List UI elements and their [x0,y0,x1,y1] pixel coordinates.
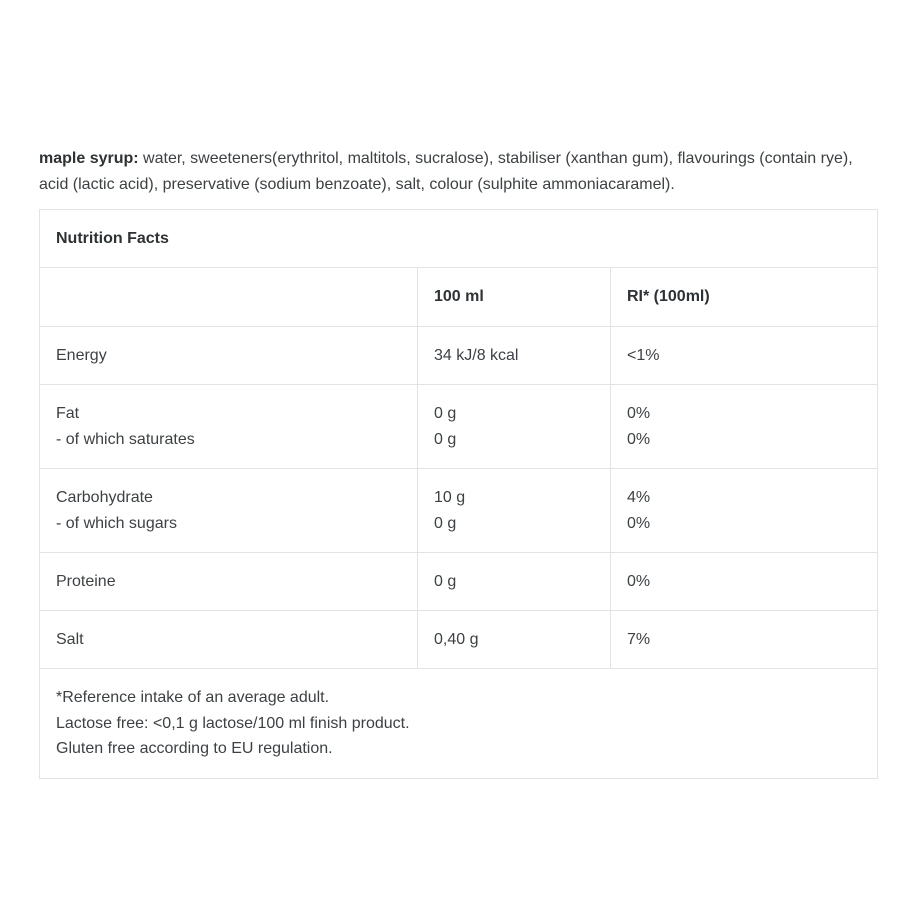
nutrient-label: Proteine [40,553,418,611]
table-row [40,327,878,385]
nutrient-per100: 0,40 g [418,611,611,669]
table-row [40,611,878,669]
nutrient-label: Salt [40,611,418,669]
nutrient-ri: 4% 0% [611,469,878,553]
footnotes [40,669,878,779]
footnote-gluten: Gluten free according to EU regulation. [56,740,333,758]
header-per-100ml: 100 ml [418,268,611,327]
nutrient-label: Fat - of which saturates [40,385,418,469]
table-header-row [40,268,878,327]
table-row [40,469,878,553]
table-title-row [40,210,878,268]
table-row [40,385,878,469]
footnote-lactose: Lactose free: <0,1 g lactose/100 ml finish product. [56,714,410,732]
header-ri: RI* (100ml) [611,268,878,327]
nutrient-ri: 0% [611,553,878,611]
nutrient-label: Carbohydrate - of which sugars [40,469,418,553]
nutrition-title: Nutrition Facts [40,210,878,268]
ingredients-text [39,146,879,198]
nutrient-ri: 7% [611,611,878,669]
nutrient-per100: 34 kJ/8 kcal [418,327,611,385]
table-footnote-row [40,669,878,779]
nutrient-per100: 0 g [418,553,611,611]
nutrient-per100: 0 g 0 g [418,385,611,469]
nutrient-ri: 0% 0% [611,385,878,469]
nutrient-per100: 10 g 0 g [418,469,611,553]
ingredients-list: water, sweeteners(erythritol, maltitols, sucralose), stabiliser (xanthan gum), flavourings (contain rye), acid (lactic acid), preservative (sodium benzoate), salt, colour (sulphite ammoniacaramel). [39,150,853,193]
table-row [40,553,878,611]
nutrition-table [39,209,878,779]
nutrient-ri: <1% [611,327,878,385]
nutrient-label: Energy [40,327,418,385]
header-nutrient [40,268,418,327]
footnote-ri: *Reference intake of an average adult. [56,689,330,707]
ingredients-label: maple syrup: [39,150,139,167]
